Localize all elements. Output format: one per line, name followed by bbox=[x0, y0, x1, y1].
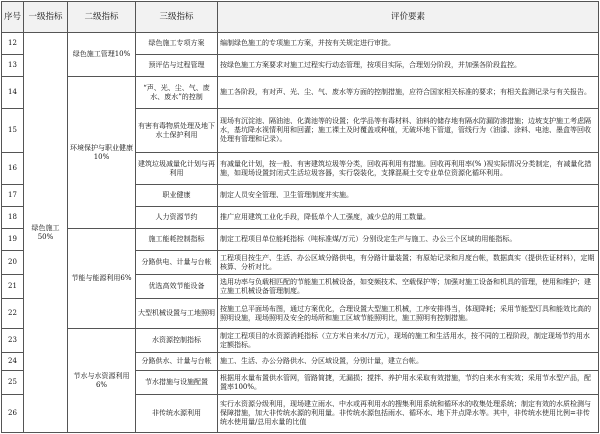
row-number: 26 bbox=[2, 395, 24, 433]
level3-cell: 分路供水、计量与台帐 bbox=[136, 353, 218, 371]
header-level1: 一级指标 bbox=[24, 2, 68, 33]
requirement-cell: 按施工总平面场布图，通过方案优化，合理设置大型施工机械，工序安排得当，体现降耗；采用节能型灯具和能效比高的照明设施，现场照明及安全的场所和施工区域节能照明比，施工照明有控制措施。 bbox=[218, 299, 599, 329]
level3-cell: 优选高效节能设备 bbox=[136, 275, 218, 299]
requirement-cell: 工程项目按生产、生活、办公区域分路供电，有分路计量装置；有原始记录和月度台帐，数据真实（提供佐证材料），定期核算、分析对比。 bbox=[218, 251, 599, 275]
row-number: 24 bbox=[2, 353, 24, 371]
row-number: 12 bbox=[2, 33, 24, 55]
row-number: 21 bbox=[2, 275, 24, 299]
level3-cell: “声、光、尘、气、废水、废水”的控制 bbox=[136, 77, 218, 109]
row-number: 23 bbox=[2, 329, 24, 353]
level3-cell: 人力资源节约 bbox=[136, 207, 218, 229]
level1-cell: 绿色施工50% bbox=[24, 33, 68, 433]
requirement-cell: 制定工程项目的水资源消耗指标（立方米自来水/万元），现场的施工和生活用水，按不同的工程阶段，制定现场节约用水定额指标。 bbox=[218, 329, 599, 353]
level3-cell: 水资源控制指标 bbox=[136, 329, 218, 353]
table-row bbox=[2, 33, 599, 55]
requirement-cell: 施工、生活、办公分路供水、分区域设置，分别计量，建立台帐。 bbox=[218, 353, 599, 371]
requirement-cell: 有减量化计划，按一般、有害建筑垃圾等分类，回收再利用有措施。回收再利用率(% )视实际情况分类制定，有减量化措施，如现场设置封闭式生活垃圾容器，实行袋装化，支撑混凝土交专业单位资源化循环利用。 bbox=[218, 153, 599, 185]
header-level3: 三级指标 bbox=[136, 2, 218, 33]
header-row bbox=[2, 2, 599, 33]
level3-cell: 节水措施与设施配置 bbox=[136, 371, 218, 395]
requirement-cell: 按绿色施工方案要求对施工过程实行动态管理，按项目实际，合理划分阶段，并加强各阶段监控。 bbox=[218, 55, 599, 77]
header-level2: 二级指标 bbox=[68, 2, 136, 33]
requirement-cell: 推广应用建筑工业化手段，降低单个人工强度，减少总的用工数量。 bbox=[218, 207, 599, 229]
level3-cell: 有害有毒物质处理及地下水土保护利用 bbox=[136, 109, 218, 153]
header-no: 序号 bbox=[2, 2, 24, 33]
row-number: 19 bbox=[2, 229, 24, 251]
requirement-cell: 施工各阶段，有对声、光、尘、气、废水等方面的控制措施，应符合国家相关标准的要求；有相关监测记录与有关报告。 bbox=[218, 77, 599, 109]
row-number: 15 bbox=[2, 109, 24, 153]
table-row bbox=[2, 229, 599, 251]
level3-cell: 职业健康 bbox=[136, 185, 218, 207]
level3-cell: 施工能耗控制指标 bbox=[136, 229, 218, 251]
table-row bbox=[2, 329, 599, 353]
level3-cell: 建筑垃圾减量化计划与再利用 bbox=[136, 153, 218, 185]
requirement-cell: 实行水资源分级利用，现场建立雨水、中水或再利用水的搜集利用系统和循环水的收集处理系统；制定有效的水质检测与保障措施，加大非传统水源的利用量。非传统水源包括雨水、循环水、地下井点降水等。其中，非传统水使用比例=非传统水使用量/总用水量的比值 bbox=[218, 395, 599, 433]
level3-cell: 分路供电、计量与台帐 bbox=[136, 251, 218, 275]
row-number: 18 bbox=[2, 207, 24, 229]
header-requirements: 评价要素 bbox=[218, 2, 599, 33]
level2-cell: 环境保护与职业健康10% bbox=[68, 77, 136, 229]
requirement-cell: 制定工程项目单位能耗指标（吨标准煤/万元）分别设定生产与施工、办公三个区域的用能指标。 bbox=[218, 229, 599, 251]
row-number: 14 bbox=[2, 77, 24, 109]
row-number: 25 bbox=[2, 371, 24, 395]
requirement-cell: 选用功率与负载相匹配的节能施工机械设备，如变频技术、空载保护等；加强对施工设备和机具的管理，使用和维护；建立施工机械设备管理制度。 bbox=[218, 275, 599, 299]
table-row bbox=[2, 77, 599, 109]
level3-cell: 非传统水源利用 bbox=[136, 395, 218, 433]
requirement-cell: 制定人员安全管理、卫生管理制度并实施。 bbox=[218, 185, 599, 207]
row-number: 22 bbox=[2, 299, 24, 329]
evaluation-table bbox=[1, 1, 599, 433]
row-number: 13 bbox=[2, 55, 24, 77]
row-number: 17 bbox=[2, 185, 24, 207]
requirement-cell: 编制绿色施工的专项施工方案，并按有关规定进行审批。 bbox=[218, 33, 599, 55]
level2-cell: 节能与能源利用6% bbox=[68, 229, 136, 329]
level3-cell: 大型机械设置与工地照明 bbox=[136, 299, 218, 329]
row-number: 16 bbox=[2, 153, 24, 185]
level2-cell: 节水与水资源利用6% bbox=[68, 329, 136, 433]
level3-cell: 绿色施工专项方案 bbox=[136, 33, 218, 55]
level3-cell: 预评估与过程管理 bbox=[136, 55, 218, 77]
row-number: 20 bbox=[2, 251, 24, 275]
level2-cell: 绿色施工管理10% bbox=[68, 33, 136, 77]
requirement-cell: 现场有沉淀池、隔油池、化粪池等的设置；化学品等有毒材料、油料的储存地有隔水防漏防渗措施；边坡支护施工考虑隔水，基坑降水视情利用和回灌；施工裸土及时覆盖或种植，无破坏地下管道，管线行为（油漆、涂料、电池、墨盒等回收处理有管理和记录）。 bbox=[218, 109, 599, 153]
requirement-cell: 根据用水量布置供水管网，管路简捷，无漏损；搅拌、养护用水采取有效措施，节约自来水有实效；采用节水型产品，配置率100%。 bbox=[218, 371, 599, 395]
